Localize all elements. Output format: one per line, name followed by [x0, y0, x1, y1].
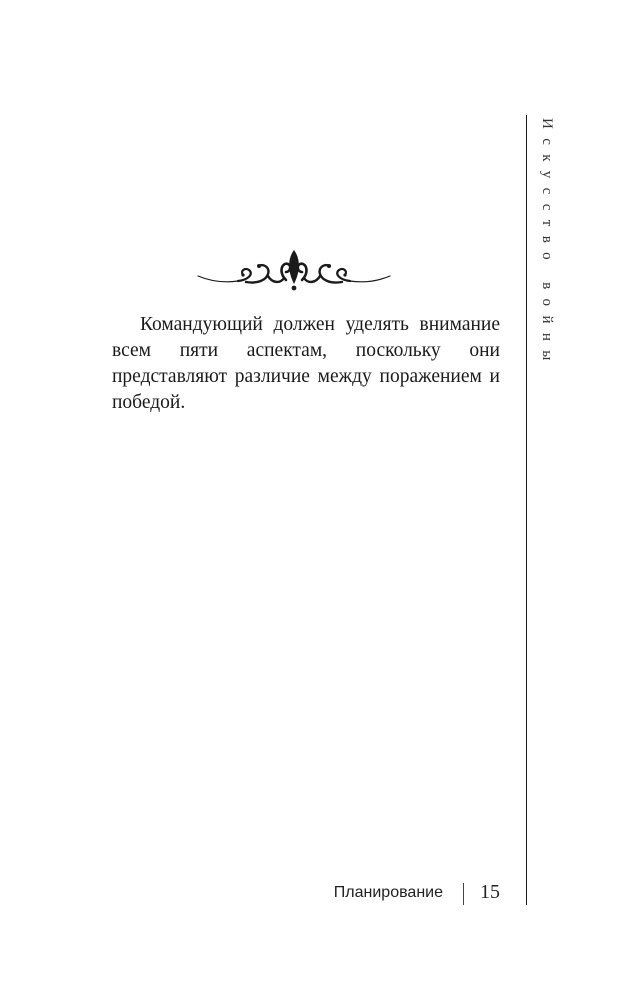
body-paragraph: Командующий должен уделять внимание всем пяти аспектам, поскольку они представляют различие между поражением и победой. — [112, 314, 500, 413]
fleuron-divider-icon — [196, 246, 392, 294]
running-header-book-title: Искусство войны — [539, 118, 555, 370]
ornament-divider — [196, 246, 392, 294]
page-number: 15 — [480, 881, 500, 903]
side-rule — [526, 115, 527, 905]
footer-divider — [463, 883, 464, 905]
footer-section-title: Планирование — [333, 884, 443, 901]
